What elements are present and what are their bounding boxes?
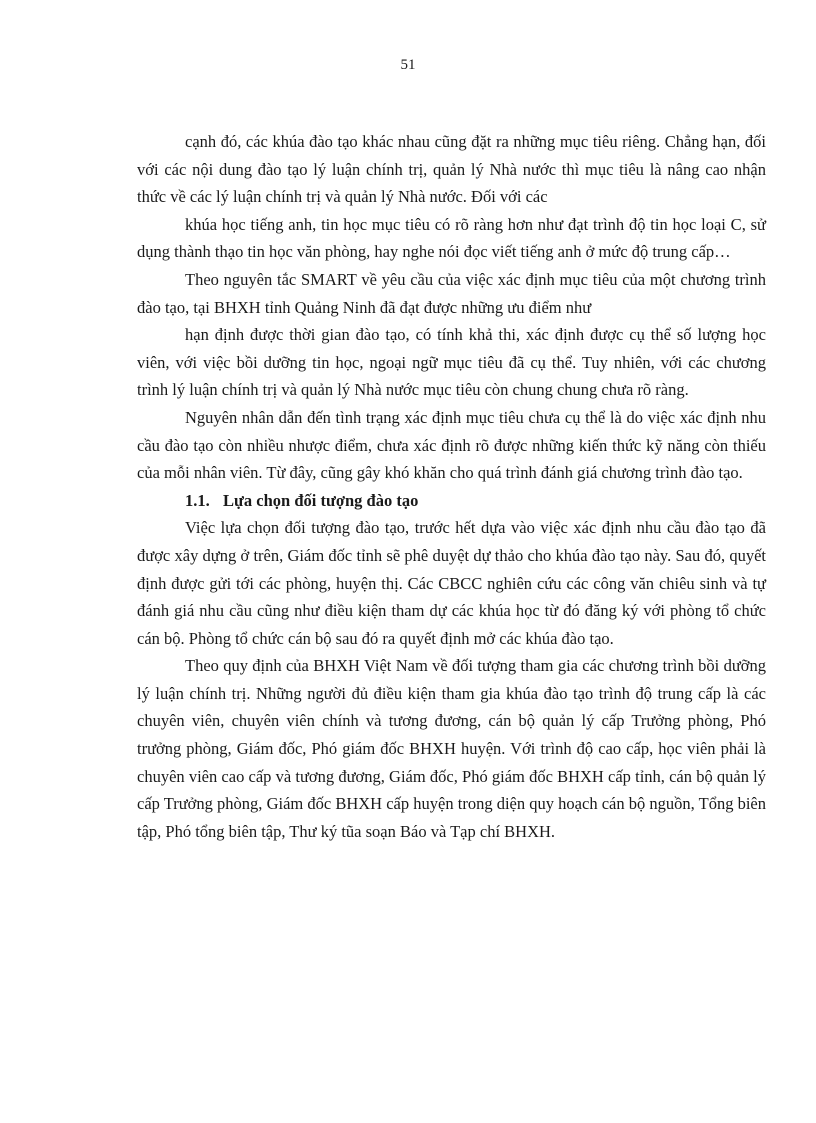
section-number: 1.1.	[185, 490, 210, 510]
paragraph-language-it-goals: khúa học tiếng anh, tin học mục tiêu có rõ ràng hơn như đạt trình độ tin học loại C, sử dụng thành thạo tin học văn phòng, hay nghe nói đọc viết tiếng anh ở mức độ trung cấp…	[137, 214, 766, 262]
paragraph-selection-process: Việc lựa chọn đối tượng đào tạo, trước hết dựa vào việc xác định nhu cầu đào tạo đã được xây dựng ở trên, Giám đốc tỉnh sẽ phê duyệt dự thảo cho khúa đào tạo này. Sau đó, quyết định được gửi tới các phòng, huyện thị. Các CBCC nghiên cứu các công văn chiêu sinh và tự đánh giá nhu cầu cũng như điều kiện tham dự các khúa học từ đó đăng ký với phòng tổ chức cán bộ. Phòng tổ chức cán bộ sau đó ra quyết định mở các khúa đào tạo.	[137, 518, 766, 648]
paragraph-smart-advantages: hạn định được thời gian đào tạo, có tính khả thi, xác định được cụ thể số lượng học viên, với việc bồi dưỡng tin học, ngoại ngữ mục tiêu đã cụ thể. Tuy nhiên, với các chương trình lý luận chính trị và quản lý Nhà nước mục tiêu còn chung chung chưa rõ ràng.	[137, 325, 766, 400]
document-body	[137, 128, 766, 845]
paragraph-eligibility-rules: Theo quy định của BHXH Việt Nam về đối tượng tham gia các chương trình bồi dưỡng lý luận chính trị. Những người đủ điều kiện tham gia khúa đào tạo trình độ trung cấp là các chuyên viên, chuyên viên chính và tương đương, cán bộ quản lý cấp Trưởng phòng, Phó trưởng phòng, Giám đốc, Phó giám đốc BHXH huyện. Với trình độ cao cấp, học viên phải là chuyên viên cao cấp và tương đương, Giám đốc, Phó giám đốc BHXH cấp tỉnh, cán bộ quản lý cấp Trưởng phòng, Giám đốc BHXH cấp huyện trong diện quy hoạch cán bộ nguồn, Tổng biên tập, Phó tổng biên tập, Thư ký tũa soạn Báo và Tạp chí BHXH.	[137, 656, 766, 841]
section-heading	[137, 487, 766, 515]
section-title: Lựa chọn đối tượng đào tạo	[223, 490, 419, 510]
paragraph-cause: Nguyên nhân dẫn đến tình trạng xác định mục tiêu chưa cụ thể là do việc xác định nhu cầu đào tạo còn nhiều nhược điểm, chưa xác định rõ được những kiến thức kỹ năng còn thiếu của mỗi nhân viên. Từ đây, cũng gây khó khăn cho quá trình đánh giá chương trình đào tạo.	[137, 407, 766, 483]
paragraph-objectives-intro: cạnh đó, các khúa đào tạo khác nhau cũng đặt ra những mục tiêu riêng. Chẳng hạn, đối với các nội dung đào tạo lý luận chính trị, quản lý Nhà nước thì mục tiêu là nâng cao nhận thức về các lý luận chính trị và quản lý Nhà nước. Đối với các	[137, 132, 766, 207]
paragraph-smart-principle: Theo nguyên tắc SMART về yêu cầu của việc xác định mục tiêu của một chương trình đào tạo, tại BHXH tỉnh Quảng Ninh đã đạt được những ưu điểm như	[137, 269, 766, 317]
page-number: 51	[400, 57, 416, 73]
